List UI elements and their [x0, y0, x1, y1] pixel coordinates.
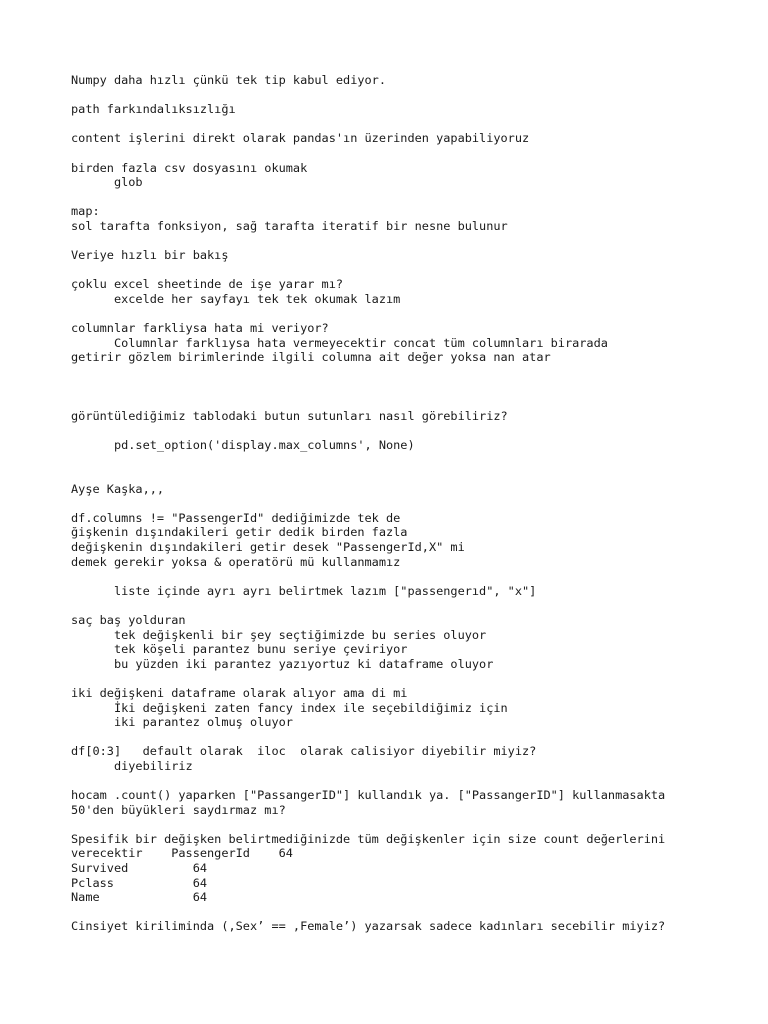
text-line: çoklu excel sheetinde de işe yarar mı? [71, 277, 344, 292]
text-line: excelde her sayfayı tek tek okumak lazım [71, 291, 401, 306]
blank-line [71, 379, 731, 394]
text-line: sol tarafta fonksiyon, sağ tarafta iteratif bir nesne bulunur [71, 218, 508, 233]
text-line: verecektir PassengerId 64 [71, 846, 293, 861]
text-line: liste içinde ayrı ayrı belirtmek lazım ["passengerıd", "x"] [71, 583, 537, 598]
text-line: diyebiliriz [71, 758, 193, 773]
blank-line [71, 598, 731, 613]
text-line: birden fazla csv dosyasını okumak [71, 160, 308, 175]
blank-line [71, 394, 731, 409]
text-line: Veriye hızlı bir bakış [71, 248, 229, 263]
text-line: Survived 64 [71, 861, 208, 876]
text-line: Columnlar farklıysa hata vermeyecektir concat tüm columnları birarada [71, 335, 608, 350]
blank-line [71, 730, 731, 745]
text-line: Ayşe Kaşka,,, [71, 481, 165, 496]
text-line: bu yüzden iki parantez yazıyortuz ki dataframe oluyor [71, 656, 494, 671]
text-line: değişkenin dışındakileri getir desek "PassengerId,X" mi [71, 540, 465, 554]
blank-line [71, 234, 731, 249]
blank-line [71, 452, 731, 467]
blank-line [71, 774, 731, 789]
document-body [71, 73, 731, 934]
text-line: İki değişkeni zaten fancy index ile seçebildiğimiz için [71, 700, 508, 715]
blank-line [71, 467, 731, 482]
text-line: path farkındalıksızlığı [71, 102, 236, 117]
text-line: Numpy daha hızlı çünkü tek tip kabul ediyor. [71, 73, 386, 87]
text-line: map: [71, 204, 100, 219]
blank-line [71, 671, 731, 686]
text-line: content işlerini direkt olarak pandas'ın üzerinden yapabiliyoruz [71, 131, 530, 146]
blank-line [71, 569, 731, 584]
blank-line [71, 307, 731, 322]
text-line: tek değişkenli bir şey seçtiğimizde bu series oluyor [71, 627, 487, 642]
text-line: iki değişkeni dataframe olarak alıyor ama di mi [71, 685, 408, 700]
text-line: df[0:3] default olarak iloc olarak calisiyor diyebilir miyiz? [71, 744, 537, 759]
text-line: tek köşeli parantez bunu seriye çeviriyor [71, 642, 408, 657]
text-line: 50'den büyükleri saydırmaz mı? [71, 802, 286, 817]
text-line: Spesifik bir değişken belirtmediğinizde tüm değişkenler için size count değerlerini [71, 831, 666, 846]
text-line: saç baş yolduran [71, 612, 186, 627]
text-line: görüntülediğimiz tablodaki butun sutunları nasıl görebiliriz? [71, 408, 508, 423]
blank-line [71, 905, 731, 920]
text-line: glob [71, 175, 143, 190]
blank-line [71, 88, 731, 103]
text-line: Cinsiyet kiriliminda (‚Sex’ == ‚Female’) yazarsak sadece kadınları secebilir miyiz? [71, 919, 666, 934]
blank-line [71, 365, 731, 380]
blank-line [71, 496, 731, 511]
text-line: pd.set_option('display.max_columns', None) [71, 437, 415, 452]
text-line: Pclass 64 [71, 875, 208, 890]
text-line: df.columns != "PassengerId" dediğimizde tek de [71, 510, 401, 525]
text-line: demek gerekir yoksa & operatörü mü kullanmamız [71, 554, 401, 569]
blank-line [71, 263, 731, 278]
text-line: getirir gözlem birimlerinde ilgili columna ait değer yoksa nan atar [71, 350, 551, 365]
blank-line [71, 190, 731, 205]
blank-line [71, 117, 731, 132]
blank-line [71, 146, 731, 161]
text-line: ğişkenin dışındakileri getir dedik birden fazla [71, 525, 408, 540]
text-line: columnlar farkliysa hata mi veriyor? [71, 321, 329, 336]
blank-line [71, 817, 731, 832]
text-line: iki parantez olmuş oluyor [71, 715, 293, 730]
blank-line [71, 423, 731, 438]
text-line: hocam .count() yaparken ["PassangerID"] kullandık ya. ["PassangerID"] kullanmasakta [71, 788, 666, 803]
text-line: Name 64 [71, 890, 208, 905]
